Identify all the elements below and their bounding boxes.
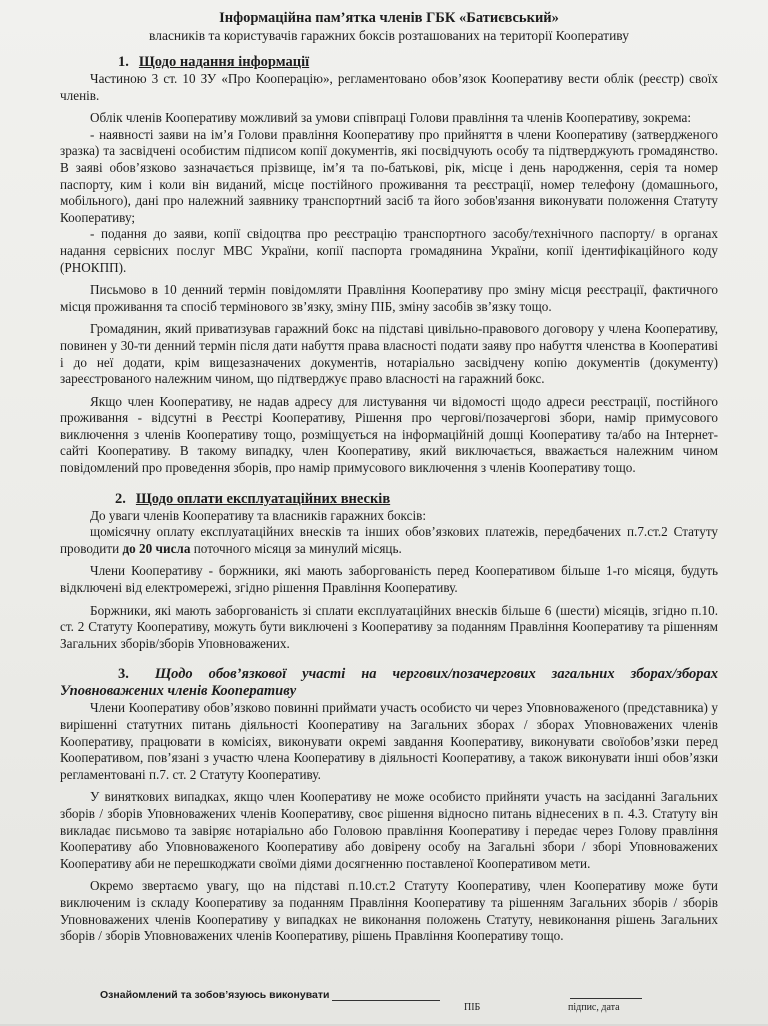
section-2-paragraph-3: Члени Кооперативу - боржники, які мають заборгованість перед Кооперативом більше 1-го місяця, будуть відключені від електромережі, згідно рішення Правління Кооперативу. bbox=[60, 563, 718, 596]
section-2-paragraph-1: До уваги членів Кооперативу та власників гаражних боксів: bbox=[90, 507, 427, 523]
signature-line bbox=[570, 998, 642, 999]
section-3-paragraph-1: Члени Кооперативу обов’язково повинні приймати участь особисто чи через Уповноваженого (представника) у вирішенні статутних питань діяльності Кооперативу на Загальних зборах / зборах Уповноважених членів Кооперативу, працювати в комісіях, виконувати окремі завдання Кооперативу, виконувати своїобов’язки перед Кооперативом, пов’язані з участю члена Кооперативу в діяльності Кооперативу, а також виконувати інші обов’язки регламентовані п.7. ст. 2 Статуту Кооперативу. bbox=[60, 700, 718, 782]
section-1-paragraph-6: Громадянин, який приватизував гаражний бокс на підставі цивільно-правового договору у члена Кооперативу, повинен у 30-ти денний термін після дати набуття права власності подати заяву про набуття членства в Кооперативі і до неї додати, крім вищезазначених документів, нотаріально засвідчену копію документів (документу) зареєстрованого належним чином, що підтверджує право власності на гаражний бокс. bbox=[60, 321, 718, 387]
section-3-paragraph-2: У виняткових випадках, якщо член Кооперативу не може особисто прийняти участь на засіданні Загальних зборів / зборів Уповноважених членів Кооперативу, своє рішення відносно питань віднесених в п. 4.3. Статуту він викладає письмово та завіряє нотаріально або Головою правління Кооперативу і передає через Голову правління Кооперативу або Уповноваженого Кооперативу або довірену особу на Загальні збори / зборі Уповноважених Кооперативу аби не перешкоджати своїми діями досягненню поставленої Кооперативом мети. bbox=[60, 789, 718, 871]
name-line bbox=[332, 1000, 440, 1001]
section-2-number: 2. bbox=[115, 490, 126, 507]
section-1-paragraph-5: Письмово в 10 денний термін повідомляти Правління Кооперативу про зміну місця реєстрації, фактичного місця проживання та спосіб термінового зв’язку, зміну ПІБ, зміну засобів зв’язку тощо. bbox=[60, 282, 718, 314]
section-3-title: Щодо обов’язкової участі на чергових/позачергових загальних зборах/зборах Уповноважених членів Кооперативу bbox=[60, 666, 719, 700]
section-1-title: Щодо надання інформації bbox=[138, 54, 310, 70]
section-1-paragraph-1: Частиною 3 ст. 10 ЗУ «Про Кооперацію», регламентовано обов’язок Кооперативу вести облік (реєстр) своїх членів. bbox=[60, 71, 718, 103]
section-3-paragraph-3: Окремо звертаємо увагу, що на підставі п.10.ст.2 Статуту Кооперативу, член Кооперативу може бути виключеним із складу Кооперативу за поданням Правління Кооперативу та рішенням Загальних зборів / зборів Уповноважених членів Кооперативу у випадках не виконання положень Статуту, невиконання рішень Загальних зборів / зборів Уповноважених членів Кооперативу, рішень Правління Кооперативу тощо. bbox=[60, 878, 718, 944]
section-1-paragraph-7: Якщо член Кооперативу, не надав адресу для листування чи відомості щодо адреси реєстрації, постійного проживання - відсутні в Реєстрі Кооперативу, Рішення про чергові/позачергові збори, намір примусового виключення з членів Кооперативу тощо, розміщується на інформаційній дошці Кооперативу та/або на Інтернет-сайті Кооперативу. В такому випадку, член Кооперативу, який виключається, вважається належним чином повідомлений про проведення зборів, про намір примусового виключення з членів Кооперативу тощо. bbox=[60, 393, 718, 476]
section-2-paragraph-4: Боржники, які мають заборгованість зі сплати експлуатаційних внесків більше 6 (шести) місяців, згідно п.10. ст. 2 Статуту Кооперативу, можуть бути виключені з Кооперативу за поданням Правління Кооперативу та рішенням Загальних зборів/зборів Уповноважених. bbox=[60, 602, 718, 651]
section-2-paragraph-2 bbox=[60, 524, 718, 557]
section-2-title: Щодо оплати експлуатаційних внесків bbox=[135, 490, 391, 507]
section-2-paragraph-2-start: щомісячну оплату експлуатаційних внесків та інших обов’язкових платежів, передбачених п.7.ст.2 Статуту проводити bbox=[60, 524, 718, 556]
name-caption: ПІБ bbox=[464, 1002, 481, 1013]
acknowledgement-label: Ознайомлений та зобов’язуюсь виконувати bbox=[100, 989, 330, 1001]
section-1-paragraph-2: Облік членів Кооперативу можливий за умови співпраці Голови правління та членів Кооперативу, зокрема: bbox=[90, 110, 692, 126]
section-1-paragraph-4: - подання до заяви, копії свідоцтва про реєстрацію транспортного засобу/технічного паспорту/ в органах надання сервісних послуг МВС України, копії паспорта громадянина України, копії ідентифікаційного коду (РНОКПП). bbox=[60, 226, 718, 275]
section-3-heading bbox=[60, 666, 718, 700]
document-subtitle: власників та користувачів гаражних боксів розташованих на території Кооперативу bbox=[149, 28, 629, 43]
signature-caption: підпис, дата bbox=[568, 1002, 620, 1013]
section-1-number: 1. bbox=[118, 54, 129, 70]
section-1-heading bbox=[60, 54, 718, 71]
section-2-paragraph-2-end: поточного місяця за минулий місяць. bbox=[190, 540, 402, 556]
document-title: Інформаційна пам’ятка членів ГБК «Батиєвський» bbox=[219, 10, 559, 26]
signature-block bbox=[100, 986, 720, 1026]
section-3-number: 3. bbox=[118, 666, 129, 683]
payment-deadline: до 20 числа bbox=[122, 540, 191, 556]
section-2-heading bbox=[60, 491, 718, 508]
section-1-paragraph-3: - наявності заяви на ім’я Голови правління Кооперативу про прийняття в члени Кооперативу (затвердженого зразка) та засвідчені особистим підписом копії документів, які посвідчують особу та підтверджують громадянство. В заяві обов’язково зазначається прізвище, ім’я та по-батькові, рік, місце і день народження, серія та номер паспорту, ким і коли він виданий, місце постійного проживання та реєстрації, номер телефону (домашнього, мобільного), дані про належний заявнику транспортний засіб та його зобов'язання виконувати положення Статуту Кооперативу; bbox=[60, 126, 718, 225]
